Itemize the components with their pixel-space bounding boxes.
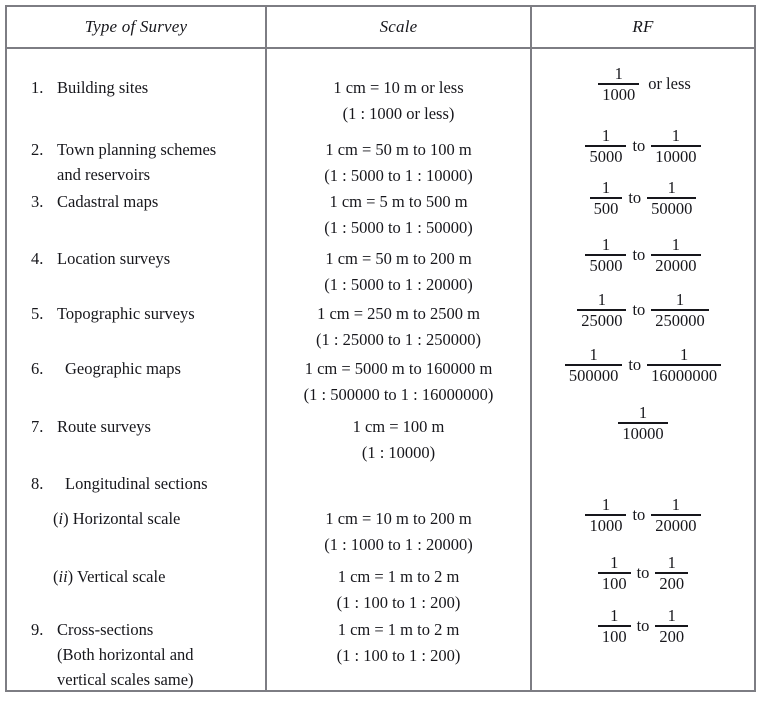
rf-fraction-first [565, 346, 623, 385]
survey-type-label: 5. Topographic surveys [7, 301, 265, 326]
rf-fraction-first-numerator: 1 [638, 402, 648, 422]
roman-numeral: i [58, 509, 64, 528]
row-number: 6. [31, 359, 44, 378]
rf-expression [532, 59, 754, 109]
rf-range-connector: to [632, 136, 646, 155]
rf-range-connector: to [636, 563, 650, 582]
rf-expression [532, 490, 754, 540]
survey-type-label: 4. Location surveys [7, 246, 265, 271]
rf-fraction-second [655, 607, 688, 646]
scale-cell [267, 564, 530, 616]
survey-subitem-label: (ii) Vertical scale [53, 567, 166, 586]
survey-type-label: 2. Town planning schemes [7, 137, 265, 162]
scale-text: 1 cm = 5 m to 500 m [329, 192, 468, 211]
scale-cell [267, 414, 530, 466]
scale-text: (1 : 100 to 1 : 200) [336, 646, 461, 665]
column-header-scale: Scale [379, 17, 418, 36]
rf-fraction-first-denominator: 1000 [589, 515, 623, 535]
scale-cell [267, 506, 530, 558]
rf-fraction-second [647, 179, 696, 218]
rf-fraction-first [590, 179, 623, 218]
scale-text: (1 : 100 to 1 : 200) [336, 593, 461, 612]
survey-type-label: 1. Building sites [7, 75, 265, 100]
scale-text: (1 : 5000 to 1 : 20000) [324, 275, 473, 294]
rf-fraction-second-numerator: 1 [671, 494, 681, 514]
scale-text: 1 cm = 1 m to 2 m [337, 567, 460, 586]
scale-text: 1 cm = 10 m or less [333, 78, 464, 97]
rf-fraction-first-numerator: 1 [610, 552, 619, 572]
rf-fraction-first-denominator: 10000 [622, 423, 664, 443]
rf-fraction-second [651, 496, 700, 535]
table-row [7, 414, 265, 439]
table-row [7, 301, 265, 326]
scale-text: 1 cm = 1 m to 2 m [337, 620, 460, 639]
rf-expression [532, 173, 754, 223]
rf-fraction-first-denominator: 1000 [602, 84, 636, 104]
row-number: 1. [31, 78, 44, 97]
rf-fraction-first [585, 496, 626, 535]
rf-cell [532, 121, 754, 171]
scale-text: 1 cm = 10 m to 200 m [325, 509, 472, 528]
rf-fraction-second-numerator: 1 [671, 125, 681, 145]
rf-cell [532, 340, 754, 390]
rf-cell [532, 173, 754, 223]
rf-cell [532, 398, 754, 448]
scale-text: (1 : 5000 to 1 : 10000) [324, 166, 473, 185]
table-row [7, 506, 265, 531]
scale-text: 1 cm = 50 m to 100 m [325, 140, 472, 159]
table-row [7, 471, 265, 496]
scale-text: (1 : 1000 or less) [342, 104, 455, 123]
survey-type-label: 7. Route surveys [7, 414, 265, 439]
table-row [7, 617, 265, 692]
rf-fraction-first-denominator: 100 [601, 626, 627, 646]
rf-cell [532, 490, 754, 540]
scale-text: (1 : 1000 to 1 : 20000) [324, 535, 473, 554]
rf-fraction-first [618, 404, 667, 443]
rf-fraction-second [647, 346, 721, 385]
rf-expression [532, 230, 754, 280]
survey-type-label-cont: (Both horizontal and [57, 645, 194, 664]
rf-range-connector: to [628, 355, 642, 374]
rf-fraction-second [651, 127, 700, 166]
rf-fraction-second-denominator: 50000 [651, 198, 693, 218]
table-header-row [7, 7, 754, 47]
survey-type-label: 6. Geographic maps [7, 356, 265, 381]
rf-fraction-second [655, 554, 688, 593]
rf-fraction-first-numerator: 1 [589, 344, 598, 364]
row-number: 5. [31, 304, 44, 323]
rf-fraction-second [651, 236, 700, 275]
rf-fraction-first-numerator: 1 [614, 63, 623, 83]
rf-fraction-first-numerator: 1 [610, 605, 619, 625]
rf-fraction-first [585, 127, 626, 166]
survey-type-label: 8. Longitudinal sections [7, 471, 265, 496]
rf-expression [532, 398, 754, 448]
rf-range-connector: to [632, 505, 646, 524]
scale-text: 1 cm = 100 m [352, 417, 445, 436]
rf-fraction-second-denominator: 200 [659, 573, 685, 593]
rf-fraction-first-denominator: 500 [593, 198, 619, 218]
survey-scale-table [5, 5, 756, 692]
row-number: 3. [31, 192, 44, 211]
rf-expression [532, 340, 754, 390]
rf-cell [532, 601, 754, 651]
survey-type-label: 9. Cross-sections [7, 617, 265, 642]
scale-cell [267, 189, 530, 241]
rf-fraction-second-numerator: 1 [671, 234, 681, 254]
row-number: 2. [31, 140, 44, 159]
row-number: 9. [31, 620, 44, 639]
rf-fraction-first-numerator: 1 [601, 125, 611, 145]
survey-type-label-cont: and reservoirs [57, 165, 151, 184]
scale-text: (1 : 10000) [361, 443, 436, 462]
rf-fraction-first [598, 607, 631, 646]
scale-cell [267, 137, 530, 189]
rf-fraction-first [585, 236, 626, 275]
survey-type-label-cont: vertical scales same) [57, 670, 194, 689]
rf-cell [532, 548, 754, 598]
scale-cell [267, 75, 530, 127]
table-row [7, 356, 265, 381]
rf-fraction-first-denominator: 5000 [589, 255, 623, 275]
rf-qualifier: or less [648, 74, 691, 93]
rf-fraction-first [598, 554, 631, 593]
rf-expression [532, 601, 754, 651]
rf-fraction-first-denominator: 25000 [581, 310, 623, 330]
scale-text: 1 cm = 5000 m to 160000 m [304, 359, 493, 378]
scale-cell [267, 301, 530, 353]
row-number: 7. [31, 417, 44, 436]
rf-cell [532, 59, 754, 109]
rf-expression [532, 285, 754, 335]
table-row [7, 189, 265, 214]
rf-fraction-second-denominator: 200 [659, 626, 685, 646]
row-number: 4. [31, 249, 44, 268]
rf-fraction-second-denominator: 16000000 [651, 365, 718, 385]
scale-cell [267, 246, 530, 298]
rf-fraction-second-numerator: 1 [667, 552, 676, 572]
table-row [7, 137, 265, 187]
table-row [7, 564, 265, 589]
scale-text: (1 : 5000 to 1 : 50000) [324, 218, 473, 237]
rf-cell [532, 285, 754, 335]
column-header-type-of-survey: Type of Survey [84, 17, 188, 36]
rf-fraction-second-numerator: 1 [680, 344, 689, 364]
scale-cell [267, 617, 530, 669]
rf-expression [532, 548, 754, 598]
rf-fraction-first-denominator: 500000 [568, 365, 619, 385]
row-number: 8. [31, 474, 44, 493]
rf-fraction-second-denominator: 10000 [655, 146, 697, 166]
rf-range-connector: to [632, 300, 646, 319]
rf-fraction-second-denominator: 20000 [655, 515, 697, 535]
scale-text: 1 cm = 250 m to 2500 m [317, 304, 480, 323]
survey-type-label: 3. Cadastral maps [7, 189, 265, 214]
rf-cell [532, 230, 754, 280]
rf-fraction-second-denominator: 20000 [655, 255, 697, 275]
rf-fraction-first-denominator: 5000 [589, 146, 623, 166]
rf-fraction-first [577, 291, 626, 330]
rf-fraction-first [598, 65, 639, 104]
roman-numeral: ii [58, 567, 68, 586]
rf-fraction-second-numerator: 1 [667, 177, 676, 197]
rf-fraction-first-numerator: 1 [601, 234, 611, 254]
rf-fraction-second-numerator: 1 [675, 289, 685, 309]
rf-fraction-second [651, 291, 709, 330]
scale-text: (1 : 25000 to 1 : 250000) [316, 330, 481, 349]
rf-range-connector: to [636, 616, 650, 635]
column-header-rf: RF [632, 17, 654, 36]
table-row [7, 246, 265, 271]
rf-fraction-first-numerator: 1 [601, 494, 611, 514]
rf-fraction-first-numerator: 1 [601, 177, 611, 197]
rf-fraction-second-denominator: 250000 [655, 310, 705, 330]
table-row [7, 75, 265, 100]
rf-fraction-second-numerator: 1 [667, 605, 676, 625]
rf-range-connector: to [628, 188, 642, 207]
rf-fraction-first-numerator: 1 [597, 289, 606, 309]
scale-text: 1 cm = 50 m to 200 m [325, 249, 472, 268]
survey-subitem-label: (i) Horizontal scale [53, 509, 181, 528]
rf-fraction-first-denominator: 100 [601, 573, 627, 593]
rf-expression [532, 121, 754, 171]
scale-cell [267, 356, 530, 408]
rf-range-connector: to [632, 245, 646, 264]
scale-text: (1 : 500000 to 1 : 16000000) [303, 385, 494, 404]
table-body [7, 49, 754, 690]
